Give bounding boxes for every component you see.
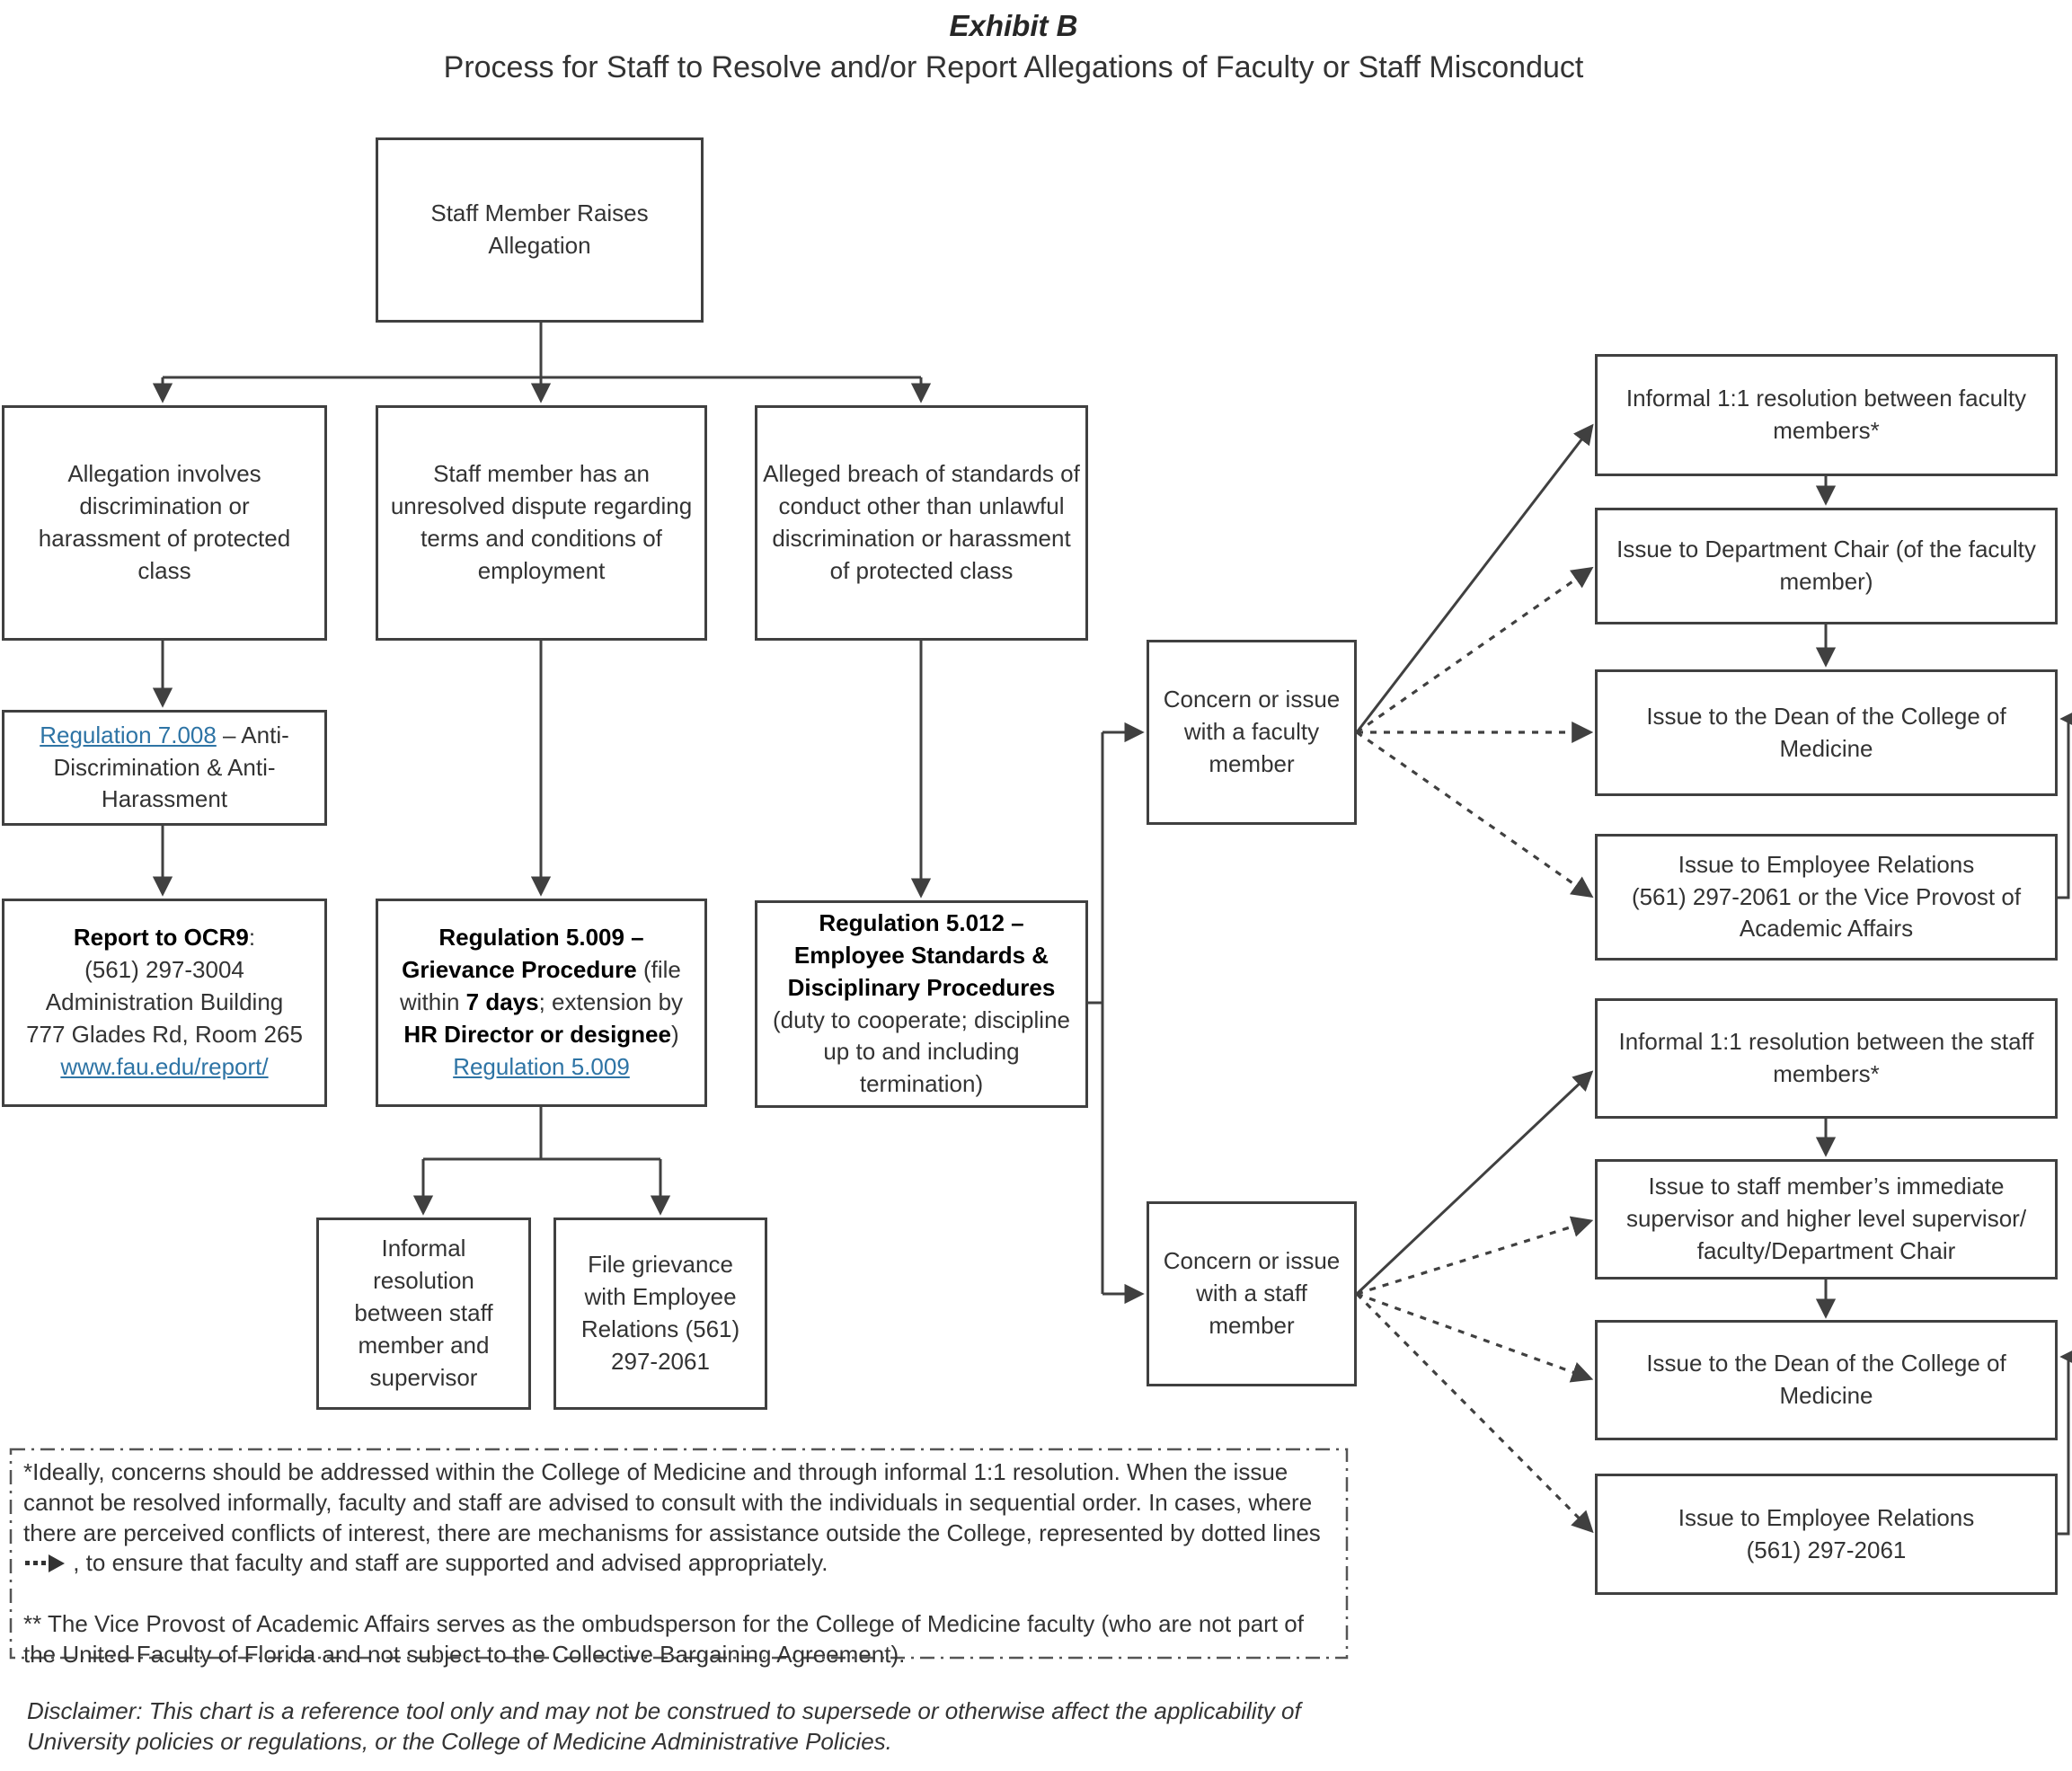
connector-faculty-er-to-dean-loop: [2058, 719, 2068, 898]
fau-report-link[interactable]: www.fau.edu/report/: [60, 1052, 269, 1080]
connector-faculty-chair-dotted: [1357, 571, 1589, 732]
node-label: Staff Member Raises Allegation: [430, 199, 649, 259]
node-informal-resolution-supervisor: [316, 1218, 531, 1410]
node-regulation-7008: [2, 710, 327, 826]
footnote-paragraph-2: ** The Vice Provost of Academic Affairs serves as the ombudsperson for the College of Medicine faculty (who are not part of the United Faculty of Florida and not subject to the Collective Bargaining Agreement).: [23, 1610, 1304, 1668]
node-label: Regulation 5.012 – Employee Standards & Disciplinary Procedures (duty to cooperate; discipline up to and including termination): [773, 908, 1070, 1098]
connector-staff-supervisor-dotted: [1357, 1222, 1587, 1294]
node-label: Allegation involves discrimination or harassment of protected class: [38, 460, 291, 584]
node-report-ocr9: [2, 899, 327, 1107]
connector-faculty-informal-solid: [1357, 429, 1590, 732]
header: [0, 9, 2027, 85]
regulation-7008-link[interactable]: Regulation 7.008: [40, 721, 217, 748]
disclaimer-text: Disclaimer: This chart is a reference tool only and may not be construed to supersede or otherwise affect the applicability of University policies or regulations, or the College of Medicine Administrative Policies.: [27, 1697, 1301, 1755]
footnote-paragraph-1: *Ideally, concerns should be addressed within the College of Medicine and through informal 1:1 resolution. When the issue cannot be resolved informally, faculty and staff are advised to consult with the individuals in sequential order. In cases, where there are perceived conflicts of interest, there are mechanisms for assistance outside the College, represented by dotted lines , to ensure that faculty and staff are supported and advised appropriately.: [23, 1458, 1321, 1577]
node-staff-employee-relations: [1595, 1474, 2058, 1595]
node-concern-staff: [1147, 1201, 1357, 1386]
node-staff-member-raises-allegation: [376, 137, 704, 323]
node-faculty-informal-resolution: [1595, 354, 2058, 476]
node-label: Regulation 7.008 – Anti-Discrimination & Anti-Harassment: [40, 721, 289, 813]
connector-faculty-er-dotted: [1357, 732, 1589, 894]
node-label: Issue to staff member’s immediate supervisor and higher level supervisor/ faculty/Department Chair: [1625, 1173, 2027, 1264]
node-label: File grievance with Employee Relations (561) 297-2061: [580, 1251, 740, 1375]
connector-staff-er-to-dean-loop: [2058, 1357, 2068, 1534]
node-file-grievance: [553, 1218, 767, 1410]
node-concern-faculty: [1147, 640, 1357, 825]
exhibit-label: Exhibit B: [949, 9, 1078, 42]
node-label: Informal resolution between staff member and supervisor: [354, 1235, 493, 1391]
node-staff-supervisor: [1595, 1159, 2058, 1280]
node-staff-dean: [1595, 1320, 2058, 1440]
node-label: Alleged breach of standards of conduct other than unlawful discrimination or harassment of protected class: [763, 460, 1080, 584]
node-label: Issue to the Dean of the College of Medicine: [1646, 702, 2006, 762]
node-label: Issue to Department Chair (of the faculty member): [1616, 536, 2036, 595]
node-label: Informal 1:1 resolution between faculty members*: [1625, 385, 2027, 444]
footnote-box: [23, 1452, 1332, 1670]
node-label: Issue to the Dean of the College of Medicine: [1646, 1350, 2006, 1409]
node-label: Staff member has an unresolved dispute regarding terms and conditions of employment: [390, 460, 693, 584]
node-label: Informal 1:1 resolution between the staff members*: [1618, 1028, 2034, 1087]
node-branch-conduct: [755, 405, 1088, 641]
connector-staff-dean-dotted: [1357, 1294, 1588, 1377]
node-regulation-5012: [755, 900, 1088, 1108]
ocr9-address: 777 Glades Rd, Room 265: [26, 1020, 303, 1048]
node-faculty-dean: [1595, 669, 2058, 796]
node-label: Regulation 5.009 – Grievance Procedure (file within 7 days; extension by HR Director or designee): [399, 924, 684, 1048]
regulation-5009-link[interactable]: Regulation 5.009: [453, 1052, 630, 1080]
node-branch-dispute: [376, 405, 707, 641]
node-branch-discrimination: [2, 405, 327, 641]
node-label: Issue to Employee Relations (561) 297-2061 or the Vice Provost of Academic Affairs: [1631, 850, 2022, 943]
connector-staff-informal-solid: [1357, 1075, 1589, 1294]
node-label: Concern or issue with a staff member: [1163, 1247, 1341, 1339]
node-label: Concern or issue with a faculty member: [1163, 686, 1341, 777]
node-faculty-department-chair: [1595, 508, 2058, 624]
page-title: Process for Staff to Resolve and/or Report Allegations of Faculty or Staff Misconduct: [443, 50, 1584, 84]
dotted-arrow-icon: [25, 1553, 65, 1574]
node-regulation-5009: [376, 899, 707, 1107]
connector-staff-er-dotted: [1357, 1294, 1589, 1528]
node-label: Report to OCR9:: [73, 924, 256, 952]
ocr9-building: Administration Building: [45, 988, 284, 1016]
ocr9-phone: (561) 297-3004: [84, 956, 244, 984]
node-staff-informal-resolution: [1595, 998, 2058, 1119]
node-label: Issue to Employee Relations (561) 297-2061: [1678, 1503, 1975, 1563]
node-faculty-employee-relations: [1595, 834, 2058, 961]
